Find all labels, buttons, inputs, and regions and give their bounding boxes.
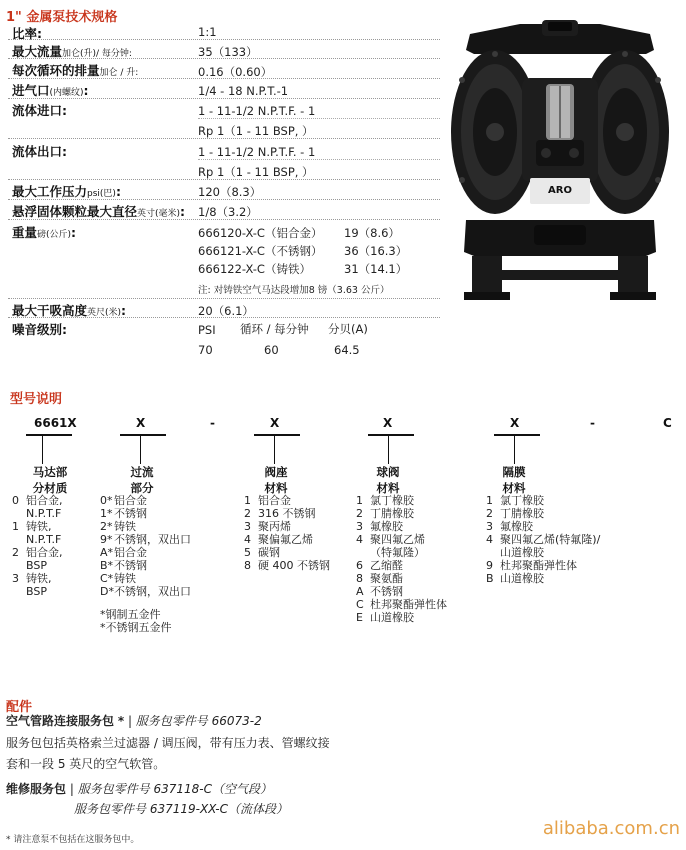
code-dash-2: - xyxy=(590,416,595,430)
code-underline-0 xyxy=(26,434,72,436)
service-kit-line: 空气管路连接服务包 * | 服务包零件号 66073-2 xyxy=(6,714,262,728)
col-list-seat: 1 铝合金 2 316 不锈钢 3 聚丙烯 4 聚偏氟乙烯 5 碳钢 8 硬 400 不锈钢 xyxy=(244,494,330,572)
code-segment-4: X xyxy=(510,416,520,430)
col-header-ball: 球阀 材料 xyxy=(376,465,400,495)
col-list-wetted: 0* 铝合金 1* 不锈钢 2* 铸铁 9* 不锈钢，双出口 A*铝合金 B*不锈钢 C*铸铁 D*不锈钢，双出口 *钢制五金件 *不锈钢五金件 xyxy=(100,494,191,634)
pump-image xyxy=(450,20,670,305)
code-underline-2 xyxy=(254,434,300,436)
col-header-seat: 阀座 材料 xyxy=(264,465,288,495)
code-segment-2: X xyxy=(270,416,280,430)
repair-kit-line-1: 维修服务包 | 服务包零件号 637118-C（空气段） xyxy=(6,782,273,796)
spec-displacement: 每次循环的排量加仑 / 升: 0.16（0.60） xyxy=(8,59,440,79)
spec-max-flow: 最大流量加仑(升)/ 每分钟: 35（133） xyxy=(8,40,440,59)
code-segment-5: C xyxy=(663,416,672,430)
col-header-diaphragm: 隔膜 材料 xyxy=(502,465,526,495)
code-segment-3: X xyxy=(383,416,393,430)
spec-table xyxy=(8,24,440,358)
aro-logo: ARO xyxy=(548,185,572,196)
watermark: alibaba.com.cn xyxy=(542,818,680,839)
code-underline-3 xyxy=(368,434,414,436)
service-kit-desc-1: 服务包包括英格索兰过滤器 / 调压阀，带有压力表、管螺纹接 xyxy=(6,736,330,750)
repair-kit-line-2: 服务包零件号 637119-XX-C（流体段） xyxy=(74,802,289,816)
spec-ratio: 比率: 1:1 xyxy=(8,24,440,40)
spec-fluid-inlet: 流体进口: 1 - 11-1/2 N.P.T.F. - 1 Rp 1（1 - 11 BSP, ） xyxy=(8,99,440,139)
code-segment-1: X xyxy=(136,416,146,430)
code-underline-1 xyxy=(120,434,166,436)
spec-max-pressure: 最大工作压力psi(巴): 120（8.3） xyxy=(8,180,440,200)
spec-fluid-outlet: 流体出口: 1 - 11-1/2 N.P.T.F. - 1 Rp 1（1 - 11 BSP, ） xyxy=(8,139,440,180)
spec-max-suction: 最大干吸高度英尺(米): 20（6.1） xyxy=(8,299,440,318)
col-header-motor: 马达部 分材质 xyxy=(32,465,68,495)
model-section-title: 型号说明 xyxy=(10,392,63,407)
accessories-title: 配件 xyxy=(6,700,33,715)
col-list-ball: 1 氯丁橡胶 2 丁腈橡胶 3 氟橡胶 4 聚四氟乙烯 （特氟隆） 6 乙缩醛 8 聚氨酯 A 不锈钢 C 杜邦聚酯弹性体 E 山道橡胶 xyxy=(356,494,447,624)
col-list-diaphragm: 1 氯丁橡胶 2 丁腈橡胶 3 氟橡胶 4 聚四氟乙烯(特氟隆)/ 山道橡胶 9 杜邦聚酯弹性体 B 山道橡胶 xyxy=(486,494,601,585)
code-segment-0: 6661X xyxy=(34,416,77,430)
spec-noise: 噪音级别: PSI 循环 / 每分钟 分贝(A) 70 60 64.5 xyxy=(12,322,368,357)
code-underline-4 xyxy=(494,434,540,436)
footnote: * 请注意泵不包括在这服务包中。 xyxy=(6,835,140,845)
code-dash-1: - xyxy=(210,416,215,430)
col-header-wetted: 过流 部分 xyxy=(130,465,154,495)
page-title: 1" 金属泵技术规格 xyxy=(6,10,118,25)
spec-air-inlet: 进气口(内螺纹): 1/4 - 18 N.P.T.-1 xyxy=(8,79,440,99)
service-kit-desc-2: 套和一段 5 英尺的空气软管。 xyxy=(6,757,166,771)
col-list-motor: 0 铝合金, N.P.T.F 1 铸铁, N.P.T.F 2 铝合金, BSP 3 铸铁, BSP xyxy=(12,494,63,598)
spec-weight: 重量磅(公斤): 666120-X-C（铝合金） 19（8.6） 666121-X-C（不锈钢） 36（16.3） 666122-X-C（铸铁） 31（14.1） 注: 对铸铁空气马达段增加8 镑（3.63 公斤） xyxy=(8,220,440,299)
spec-max-solid: 悬浮固体颗粒最大直径英寸(毫米): 1/8（3.2） xyxy=(8,200,440,220)
